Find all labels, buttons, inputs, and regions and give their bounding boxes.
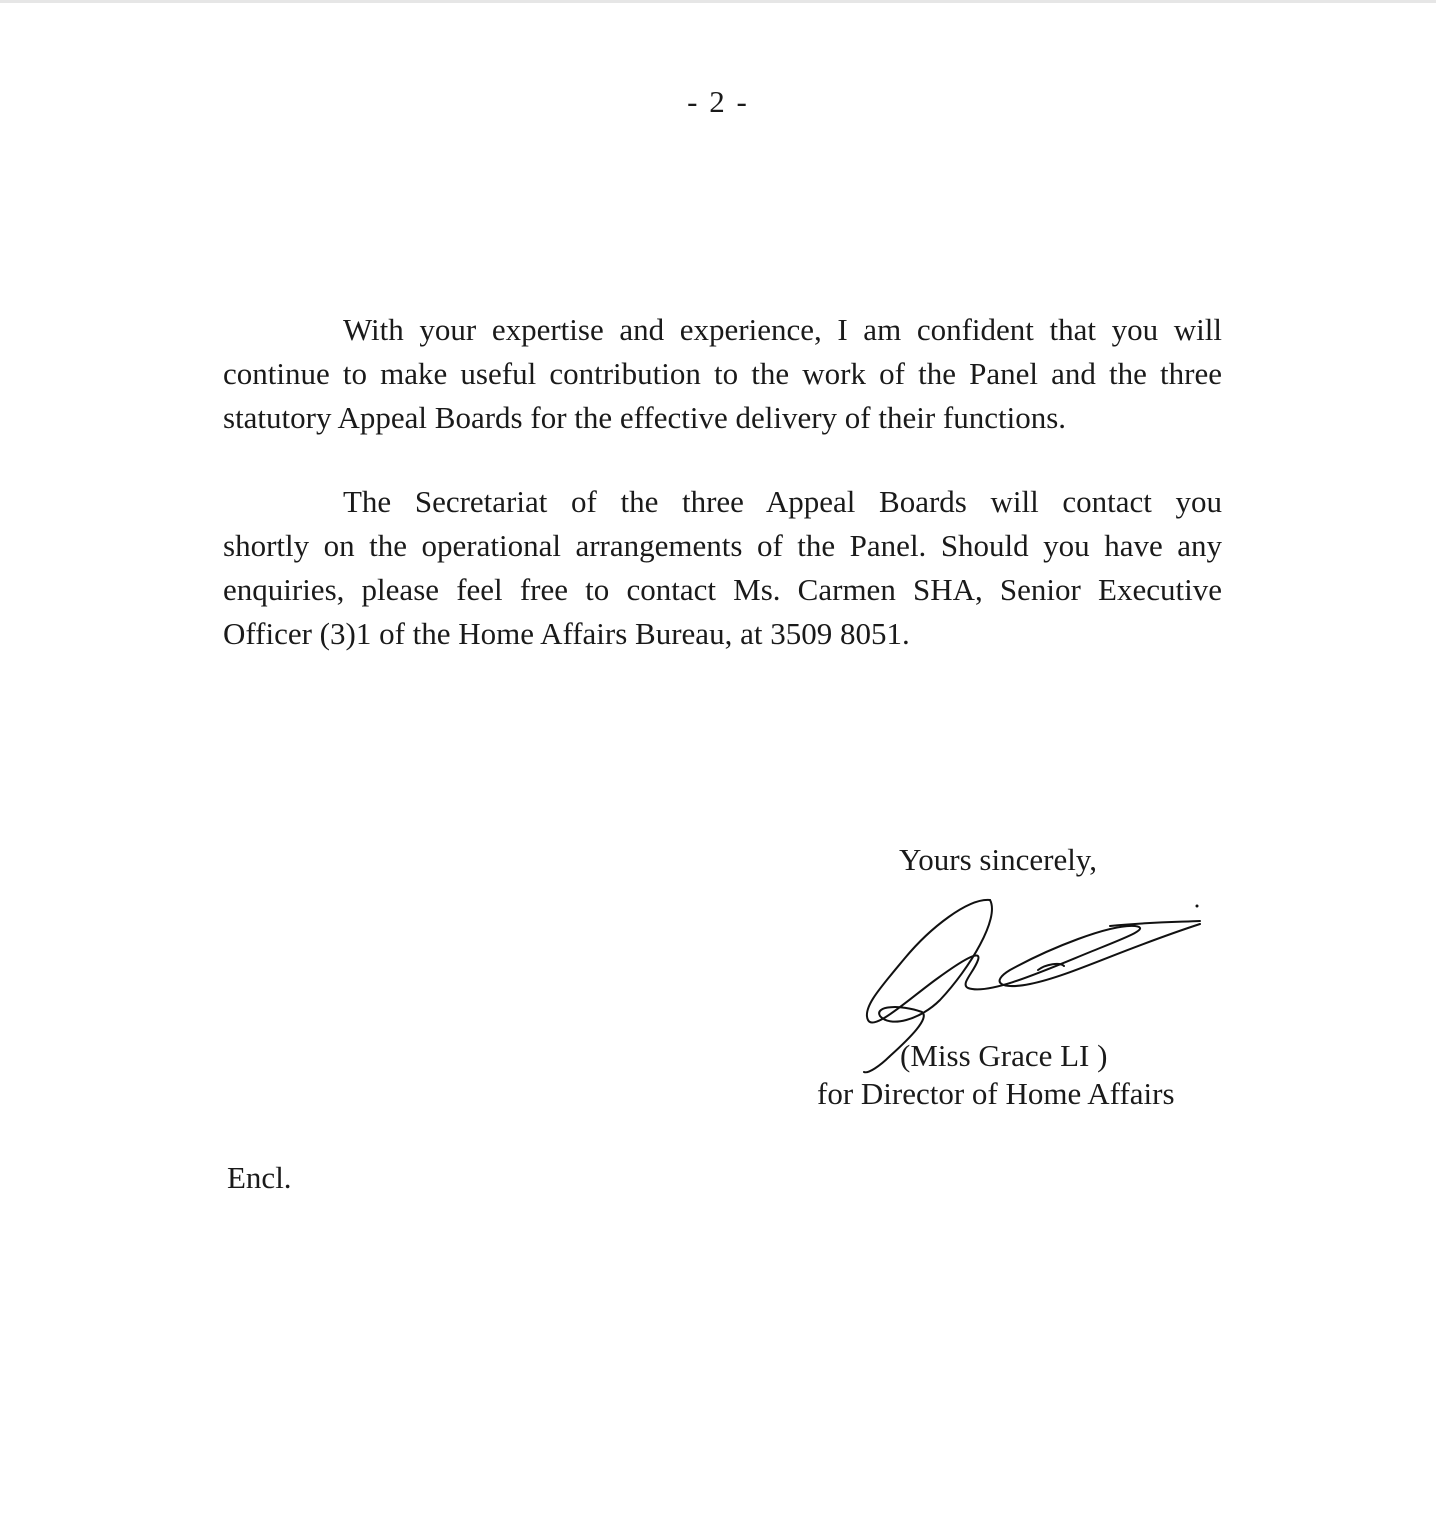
closing-salutation: Yours sincerely, [899,842,1098,877]
paragraph-line: enquiries, please feel free to contact Ms. Carmen SHA, Senior Executive [223,572,1222,607]
paragraph-line: With your expertise and experience, I am confident that you will [343,312,1222,347]
enclosure-label: Encl. [227,1160,292,1195]
page-top-border [0,0,1436,3]
body-paragraph-2 [223,480,1222,656]
paragraph-line: continue to make useful contribution to the work of the Panel and the three [223,356,1222,391]
paragraph-line: The Secretariat of the three Appeal Boards will contact you [343,484,1222,519]
paragraph-line: shortly on the operational arrangements of the Panel. Should you have any [223,528,1222,563]
signer-name: (Miss Grace LI ) [900,1038,1108,1073]
signer-title: for Director of Home Affairs [817,1076,1175,1111]
signature-dot [1196,905,1199,908]
paragraph-line: statutory Appeal Boards for the effective delivery of their functions. [223,400,1067,435]
page-number: - 2 - [687,84,749,119]
paragraph-line: Officer (3)1 of the Home Affairs Bureau, at 3509 8051. [223,616,910,651]
body-paragraph-1 [223,308,1222,440]
